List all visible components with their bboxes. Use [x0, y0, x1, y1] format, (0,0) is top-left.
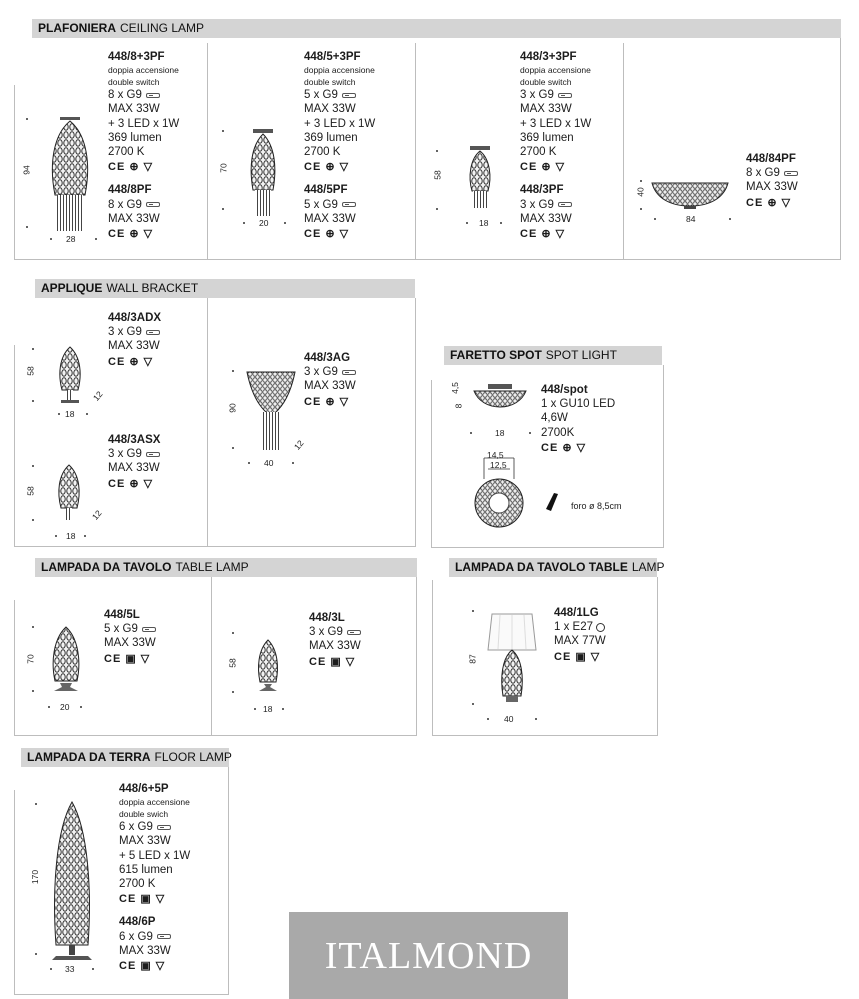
table2-box [432, 577, 658, 736]
spec-448-5-3pf: 448/5+3PF doppia accensione double switch 5 x G9 MAX 33W + 3 LED x 1W 369 lumen 2700 K CE ⊕ ▽ 448/5PF 5 x G9 MAX 33W CE ⊕ ▽ [304, 51, 376, 241]
spot-top-drawing [470, 455, 528, 530]
certification-icons: CE ⊕ ▽ [108, 161, 154, 174]
g9-bulb-icon [146, 330, 160, 335]
brand-logo [289, 912, 568, 999]
spot-side-drawing [470, 383, 530, 413]
ceiling-bowl-84-drawing [650, 180, 730, 210]
wall-3asx-depth: 12 [89, 508, 104, 522]
g9-bulb-icon [342, 93, 356, 98]
wall-3ag-width: 40 [264, 458, 274, 468]
wall-lamp-3ag-drawing [245, 368, 297, 453]
g9-bulb-icon [157, 825, 171, 830]
ceiling-8-height: 94 [21, 165, 32, 175]
spec-448-3l: 448/3L 3 x G9 MAX 33W CE ▣ ▽ [309, 612, 361, 668]
g9-bulb-icon [784, 171, 798, 176]
g9-bulb-icon [342, 202, 356, 207]
g9-bulb-icon [146, 93, 160, 98]
divider [431, 380, 432, 548]
section-title-ceiling-it: PLAFONIERA [38, 21, 116, 35]
divider [14, 85, 15, 260]
spec-448-5l: 448/5L 5 x G9 MAX 33W CE ▣ ▽ [104, 609, 156, 665]
spot-hole-label: foro ø 8,5cm [571, 501, 622, 511]
divider [432, 580, 433, 736]
wall-3asx-height: 58 [25, 486, 36, 496]
certification-icons: CE ⊕ ▽ [304, 228, 350, 241]
ceiling-84-height: 40 [635, 187, 646, 197]
wall-3adx-depth: 12 [90, 389, 105, 403]
spot-top-width-2: 12,5 [490, 460, 507, 470]
g9-bulb-icon [142, 627, 156, 632]
spec-448-8-3pf: 448/8+3PF doppia accensione double switch 8 x G9 MAX 33W + 3 LED x 1W 369 lumen 2700 K CE ⊕ ▽ 448/8PF 8 x G9 MAX 33W CE ⊕ ▽ [108, 51, 180, 241]
spot-height: 8 [453, 403, 464, 409]
certification-icons: CE ⊕ ▽ [304, 395, 350, 408]
divider [14, 600, 15, 736]
certification-icons: CE ⊕ ▽ [541, 441, 587, 454]
certification-icons: CE ⊕ ▽ [108, 477, 154, 490]
table-5l-height: 70 [25, 654, 36, 664]
ceiling-3-height: 58 [432, 170, 443, 180]
floor-6p-height: 170 [30, 869, 41, 885]
table-5l-width: 20 [60, 702, 70, 712]
g9-bulb-icon [558, 93, 572, 98]
ceiling-5-width: 20 [259, 218, 269, 228]
spec-448-6-5p: 448/6+5P doppia accensione double swich 6 x G9 MAX 33W + 5 LED x 1W 615 lumen 2700 K CE ▣ ▽ 448/6P 6 x G9 MAX 33W CE ▣ ▽ [119, 783, 191, 973]
divider [415, 43, 416, 260]
wall-3adx-width: 18 [65, 409, 75, 419]
table-1lg-height: 87 [467, 654, 478, 664]
table-lamp-3l-drawing [254, 638, 282, 694]
certification-icons: CE ▣ ▽ [554, 650, 601, 663]
g9-bulb-icon [347, 630, 361, 635]
wall-lamp-3adx-drawing [55, 345, 85, 405]
ceiling-lamp-8-drawing [45, 115, 95, 233]
ceiling-84-width: 84 [686, 214, 696, 224]
section-header-spot: FARETTO SPOT SPOT LIGHT [444, 346, 662, 365]
section-header-table1: LAMPADA DA TAVOLO TABLE LAMP [35, 558, 417, 577]
brand-name: ITALMOND [324, 934, 533, 977]
wall-lamp-3asx-drawing [54, 463, 84, 523]
divider [623, 43, 624, 260]
g9-bulb-icon [558, 202, 572, 207]
ceiling-5-height: 70 [218, 163, 229, 173]
ceiling-3-width: 18 [479, 218, 489, 228]
spec-448-1lg: 448/1LG 1 x E27 MAX 77W CE ▣ ▽ [554, 607, 606, 663]
section-header-wall: APPLIQUE WALL BRACKET [35, 279, 415, 298]
g9-bulb-icon [146, 452, 160, 457]
spot-top-width-1: 14,5 [487, 450, 504, 460]
certification-icons: CE ▣ ▽ [119, 960, 166, 973]
divider [207, 298, 208, 547]
spec-448-3adx: 448/3ADX 3 x G9 MAX 33W CE ⊕ ▽ [108, 312, 162, 368]
ceiling-8-width: 28 [66, 234, 76, 244]
wall-3adx-height: 58 [25, 366, 36, 376]
certification-icons: CE ⊕ ▽ [520, 228, 566, 241]
section-header-floor: LAMPADA DA TERRA FLOOR LAMP [21, 748, 229, 767]
divider [207, 43, 208, 260]
divider [14, 790, 15, 995]
wall-3ag-height: 90 [227, 403, 238, 413]
wall-3asx-width: 18 [66, 531, 76, 541]
section-header-ceiling [32, 19, 841, 38]
floor-lamp-6p-drawing [50, 800, 94, 962]
spec-448-84pf: 448/84PF 8 x G9 MAX 33W CE ⊕ ▽ [746, 153, 798, 209]
spot-width: 18 [495, 428, 505, 438]
g9-bulb-icon [146, 202, 160, 207]
spec-448-spot: 448/spot 1 x GU10 LED 4,6W 2700K CE ⊕ ▽ [541, 384, 616, 454]
certification-icons: CE ⊕ ▽ [304, 161, 350, 174]
g9-bulb-icon [157, 934, 171, 939]
recess-hole-icon [545, 492, 559, 512]
certification-icons: CE ▣ ▽ [104, 652, 151, 665]
spec-448-3-3pf: 448/3+3PF doppia accensione double switch 3 x G9 MAX 33W + 3 LED x 1W 369 lumen 2700 K CE ⊕ ▽ 448/3PF 3 x G9 MAX 33W CE ⊕ ▽ [520, 51, 592, 241]
spec-448-3ag: 448/3AG 3 x G9 MAX 33W CE ⊕ ▽ [304, 352, 356, 408]
spec-448-3asx: 448/3ASX 3 x G9 MAX 33W CE ⊕ ▽ [108, 434, 161, 490]
table-3l-width: 18 [263, 704, 273, 714]
certification-icons: CE ⊕ ▽ [746, 196, 792, 209]
section-header-table2: LAMPADA DA TAVOLO TABLE LAMP [449, 558, 657, 577]
divider [211, 577, 212, 736]
ceiling-lamp-3-drawing [465, 145, 495, 210]
g9-bulb-icon [342, 370, 356, 375]
certification-icons: CE ▣ ▽ [119, 893, 166, 906]
table-lamp-5l-drawing [48, 625, 84, 693]
table-lamp-1lg-drawing [486, 612, 538, 704]
section-title-ceiling-en: CEILING LAMP [120, 21, 205, 35]
ceiling-lamp-5-drawing [245, 128, 281, 218]
e27-bulb-icon [596, 623, 605, 632]
divider [14, 345, 15, 547]
certification-icons: CE ⊕ ▽ [108, 228, 154, 241]
floor-6p-width: 33 [65, 964, 75, 974]
certification-icons: CE ⊕ ▽ [108, 355, 154, 368]
spot-height-top: 4,5 [449, 382, 460, 394]
table-1lg-width: 40 [504, 714, 514, 724]
table-3l-height: 58 [227, 658, 238, 668]
wall-3ag-depth: 12 [291, 438, 306, 452]
certification-icons: CE ⊕ ▽ [520, 161, 566, 174]
certification-icons: CE ▣ ▽ [309, 655, 356, 668]
